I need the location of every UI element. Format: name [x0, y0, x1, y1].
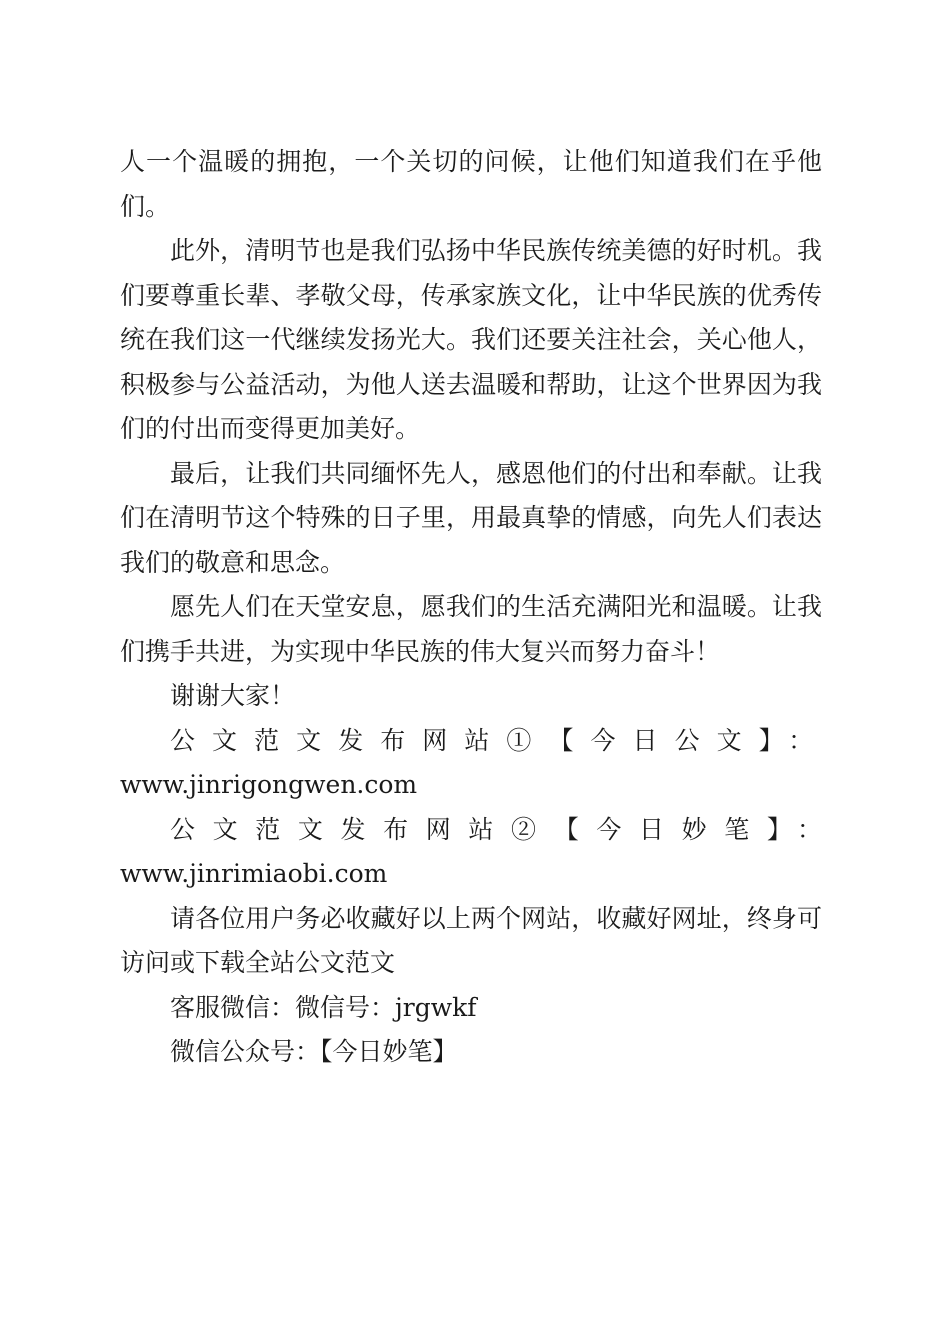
- wechat-service: 客服微信：微信号：jrgwkf: [170, 992, 477, 1022]
- site2-line: 公文范文发布网站②【今日妙笔】：www.jinrimiaobi.com: [120, 814, 822, 888]
- paragraph-thanks: 谢谢大家！: [170, 681, 296, 710]
- notice-paragraph: 请各位用户务必收藏好以上两个网站，收藏好网址，终身可访问或下载全站公文范文: [120, 903, 822, 977]
- site1-paragraph: [120, 719, 822, 808]
- site1-url[interactable]: www.jinrigongwen.com: [120, 770, 418, 799]
- site1-label: 公文范文发布网站①【今日公文】：: [170, 725, 822, 755]
- document-body: [120, 140, 822, 1075]
- paragraph-traditional-virtues: 此外，清明节也是我们弘扬中华民族传统美德的好时机。我们要尊重长辈、孝敬父母，传承家族文化，让中华民族的优秀传统在我们这一代继续发扬光大。我们还要关注社会，关心他人，积极参与公益活动，为他人送去温暖和帮助，让这个世界因为我们的付出而变得更加美好。: [120, 236, 822, 443]
- paragraph-wishes: 愿先人们在天堂安息，愿我们的生活充满阳光和温暖。让我们携手共进，为实现中华民族的伟大复兴而努力奋斗！: [120, 592, 822, 666]
- wechat-account: 微信公众号：【今日妙笔】: [170, 1037, 458, 1066]
- paragraph-remembrance: 最后，让我们共同缅怀先人，感恩他们的付出和奉献。让我们在清明节这个特殊的日子里，用最真挚的情感，向先人们表达我们的敬意和思念。: [120, 458, 822, 577]
- paragraph-continuation: 人一个温暖的拥抱，一个关切的问候，让他们知道我们在乎他们。: [120, 147, 822, 221]
